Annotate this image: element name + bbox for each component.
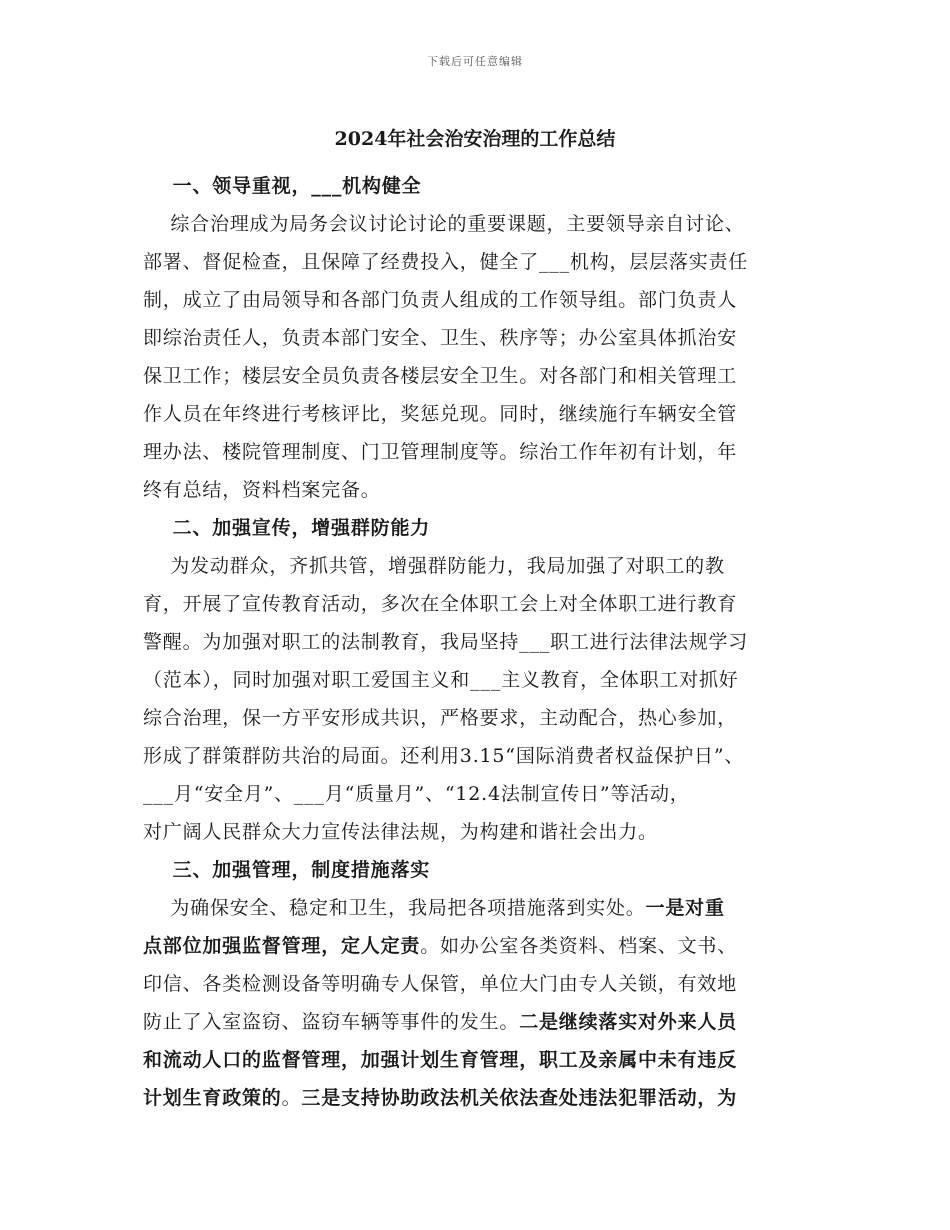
bold-text-segment: 点部位加强监督管理，定人定责 (143, 935, 421, 957)
document-title: 2024年社会治安治理的工作总结 (334, 128, 616, 150)
paragraph-line (143, 471, 815, 509)
text-segment: 即综治责任人，负责本部门安全、卫生、秩序等；办公室具体抓治安 (143, 327, 738, 349)
paragraph-line (143, 585, 815, 623)
paragraph-line (143, 547, 815, 585)
bold-text-segment: 二、加强宣传，增强群防能力 (143, 517, 431, 539)
text-segment: 制，成立了由局领导和各部门负责人组成的工作领导组。部门负责人 (143, 289, 738, 311)
bold-text-segment: 一是对重 (645, 897, 725, 919)
paragraph-line (143, 319, 815, 357)
page-header-note: 下载后可任意编辑 (427, 55, 523, 68)
text-segment: 防止了入室盗窃、盗窃车辆等事件的发生。 (143, 1011, 520, 1033)
text-segment: （范本），同时加强对职工爱国主义和___主义教育，全体职工对抓好 (143, 669, 739, 691)
bold-text-segment: 三、加强管理，制度措施落实 (143, 859, 431, 881)
paragraph-line (143, 395, 815, 433)
paragraph-line (143, 661, 815, 699)
section-heading (143, 509, 815, 547)
paragraph-line (143, 927, 815, 965)
paragraph-line (143, 1003, 815, 1041)
text-segment: 综合治理成为局务会议讨论讨论的重要课题，主要领导亲自讨论、 (143, 213, 745, 235)
section-heading (143, 851, 815, 889)
text-segment: 综合治理，保一方平安形成共识，严格要求，主动配合，热心参加， (143, 707, 738, 729)
paragraph-line (143, 205, 815, 243)
bold-text-segment: 一、领导重视，___机构健全 (143, 175, 422, 197)
text-segment: 部署、督促检查，且保障了经费投入，健全了___机构，层层落实责任 (143, 251, 749, 273)
text-segment: 保卫工作；楼层安全员负责各楼层安全卫生。对各部门和相关管理工 (143, 365, 738, 387)
text-segment: 形成了群策群防共治的局面。还利用3.15“国际消费者权益保护日”、 (143, 745, 745, 767)
bold-text-segment: 计划生育政策的 (143, 1087, 282, 1109)
section-heading (143, 167, 815, 205)
text-segment: 理办法、楼院管理制度、门卫管理制度等。综治工作年初有计划，年 (143, 441, 738, 463)
text-segment: 育，开展了宣传教育活动，多次在全体职工会上对全体职工进行教育 (143, 593, 738, 615)
text-segment: 。 (281, 1087, 302, 1109)
paragraph-line (143, 889, 815, 927)
text-segment: 印信、各类检测设备等明确专人保管，单位大门由专人关锁，有效地 (143, 973, 738, 995)
text-segment: ___月“安全月”、___月“质量月”、“12.4法制宣传日”等活动， (143, 783, 690, 805)
paragraph-line (143, 243, 815, 281)
bold-text-segment: 二是继续落实对外来人员 (519, 1011, 738, 1033)
text-segment: 作人员在年终进行考核评比，奖惩兑现。同时，继续施行车辆安全管 (143, 403, 738, 425)
text-segment: 为发动群众，齐抓共管，增强群防能力，我局加强了对职工的教 (143, 555, 725, 577)
bold-text-segment: 三是支持协助政法机关依法查处违法犯罪活动，为 (301, 1087, 738, 1109)
paragraph-line (143, 433, 815, 471)
paragraph-line (143, 1079, 815, 1117)
text-segment: 对广阔人民群众大力宣传法律法规，为构建和谐社会出力。 (143, 821, 658, 843)
paragraph-line (143, 1041, 815, 1079)
text-segment: 终有总结，资料档案完备。 (143, 479, 381, 501)
paragraph-line (143, 357, 815, 395)
paragraph-line (143, 623, 815, 661)
paragraph-line (143, 699, 815, 737)
paragraph-line (143, 281, 815, 319)
paragraph-line (143, 813, 815, 851)
text-segment: 。如办公室各类资料、档案、文书、 (420, 935, 738, 957)
document-body (143, 167, 815, 1117)
paragraph-line (143, 775, 815, 813)
paragraph-line (143, 737, 815, 775)
bold-text-segment: 和流动人口的监督管理，加强计划生育管理，职工及亲属中未有违反 (143, 1049, 738, 1071)
text-segment: 为确保安全、稳定和卫生，我局把各项措施落到实处。 (143, 897, 646, 919)
paragraph-line (143, 965, 815, 1003)
text-segment: 警醒。为加强对职工的法制教育，我局坚持___职工进行法律法规学习 (143, 631, 749, 653)
